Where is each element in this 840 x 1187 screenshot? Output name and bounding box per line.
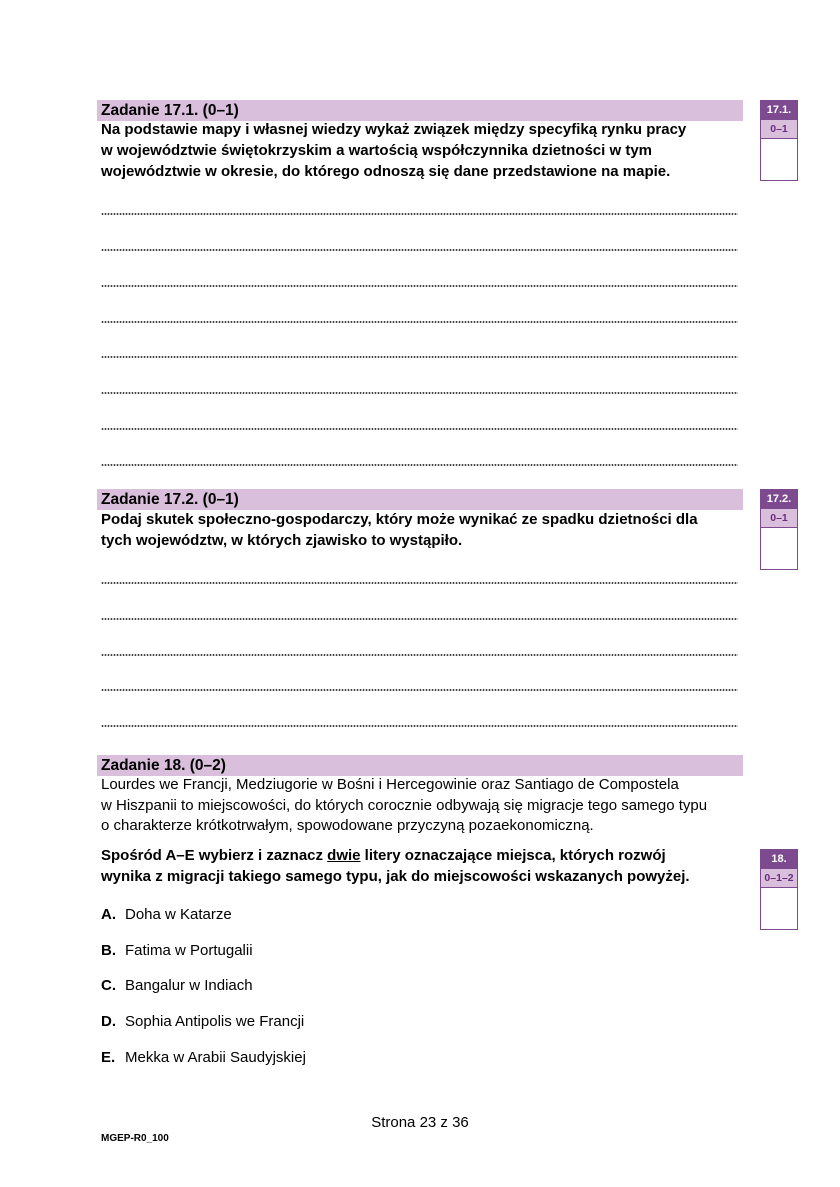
answer-line[interactable] xyxy=(101,617,738,621)
task-17-2-header xyxy=(97,489,743,510)
exam-code: MGEP-R0_100 xyxy=(101,1133,169,1144)
answer-line[interactable] xyxy=(101,581,738,585)
score-points: 0–1 xyxy=(761,120,797,139)
option-letter: E. xyxy=(101,1049,116,1066)
option-letter: B. xyxy=(101,942,116,959)
answer-line[interactable] xyxy=(101,355,738,359)
option-text: Bangalur w Indiach xyxy=(125,977,253,994)
option-letter: C. xyxy=(101,977,116,994)
command-emphasis: dwie xyxy=(327,847,361,864)
answer-line[interactable] xyxy=(101,320,738,324)
page-number: Strona 23 z 36 xyxy=(371,1114,469,1131)
task-18-title: Zadanie 18. (0–2) xyxy=(101,757,226,774)
option-letter: D. xyxy=(101,1013,116,1030)
option-text: Mekka w Arabii Saudyjskiej xyxy=(125,1049,306,1066)
task-17-2-line-1: Podaj skutek społeczno-gospodarczy, który może wynikać ze spadku dzietności dla xyxy=(101,511,698,528)
task-18-intro-line-1: Lourdes we Francji, Medziugorie w Bośni i Hercegowinie oraz Santiago de Compostela xyxy=(101,776,679,793)
answer-line[interactable] xyxy=(101,688,738,692)
task-17-1-line-2: w województwie świętokrzyskim a wartością współczynnika dzietności w tym xyxy=(101,142,652,159)
task-18-command-line-1 xyxy=(101,845,666,866)
score-label: 18. xyxy=(761,850,797,869)
command-text: litery oznaczające miejsca, których rozwój xyxy=(360,847,666,864)
option-b[interactable] xyxy=(101,942,253,960)
score-box-18 xyxy=(760,849,798,930)
task-18-header xyxy=(97,755,743,776)
option-a[interactable] xyxy=(101,906,232,924)
score-field[interactable] xyxy=(761,888,797,929)
option-e[interactable] xyxy=(101,1049,306,1067)
command-text: Spośród A–E wybierz i zaznacz xyxy=(101,847,328,864)
score-points: 0–1–2 xyxy=(761,869,797,888)
answer-line[interactable] xyxy=(101,391,738,395)
task-18-intro-line-2: w Hiszpanii to miejscowości, do których corocznie odbywają się migracje tego samego typu xyxy=(101,797,708,814)
answer-line[interactable] xyxy=(101,427,738,431)
score-label: 17.2. xyxy=(761,490,797,509)
task-17-1-line-1: Na podstawie mapy i własnej wiedzy wykaż związek między specyfiką rynku pracy xyxy=(101,121,687,138)
task-17-1-title: Zadanie 17.1. (0–1) xyxy=(101,102,239,119)
option-text: Sophia Antipolis we Francji xyxy=(125,1013,305,1030)
option-text: Doha w Katarze xyxy=(125,906,232,923)
answer-line[interactable] xyxy=(101,248,738,252)
score-field[interactable] xyxy=(761,528,797,569)
task-18-command-line-2: wynika z migracji takiego samego typu, jak do miejscowości wskazanych powyżej. xyxy=(101,868,690,885)
task-17-2-line-2: tych województw, w których zjawisko to wystąpiło. xyxy=(101,532,463,549)
answer-line[interactable] xyxy=(101,463,738,467)
score-box-17-1 xyxy=(760,100,798,181)
score-label: 17.1. xyxy=(761,101,797,120)
task-17-1-header xyxy=(97,100,743,121)
answer-line[interactable] xyxy=(101,653,738,657)
option-letter: A. xyxy=(101,906,116,923)
task-17-2-title: Zadanie 17.2. (0–1) xyxy=(101,491,239,508)
answer-line[interactable] xyxy=(101,284,738,288)
option-d[interactable] xyxy=(101,1013,304,1031)
answer-line[interactable] xyxy=(101,212,738,216)
option-c[interactable] xyxy=(101,977,253,995)
task-18-intro-line-3: o charakterze krótkotrwałym, spowodowane przyczyną pozaekonomiczną. xyxy=(101,817,594,834)
score-box-17-2 xyxy=(760,489,798,570)
score-field[interactable] xyxy=(761,139,797,180)
answer-line[interactable] xyxy=(101,724,738,728)
score-points: 0–1 xyxy=(761,509,797,528)
option-text: Fatima w Portugalii xyxy=(125,942,253,959)
task-17-1-line-3: województwie w okresie, do którego odnoszą się dane przedstawione na mapie. xyxy=(101,163,671,180)
